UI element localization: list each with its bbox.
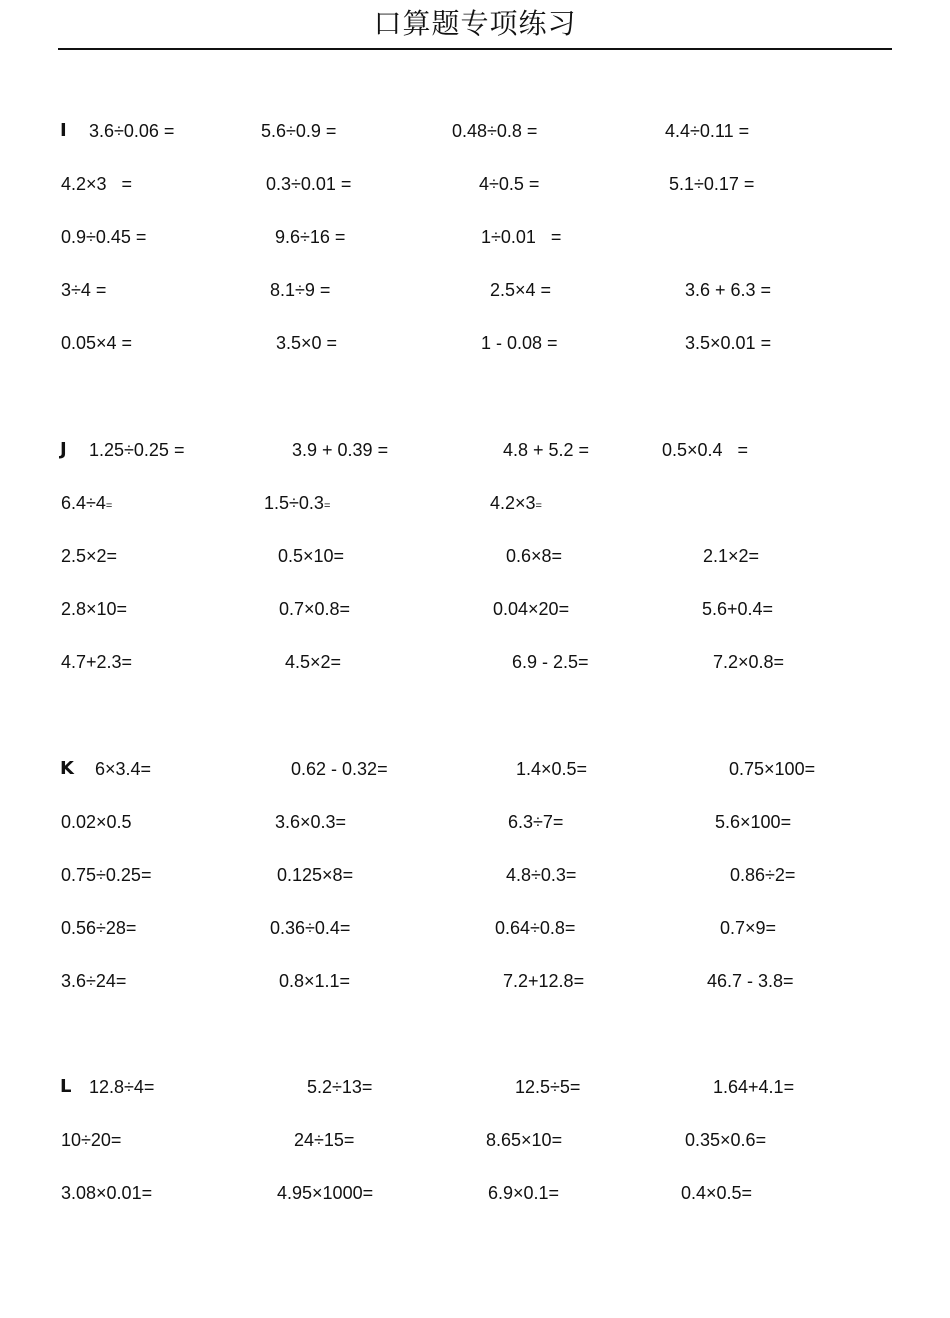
- problem-item: [61, 226, 146, 248]
- problem-item: [61, 173, 132, 195]
- problem-item: [294, 1129, 354, 1151]
- problem-text: 4.2×3 =: [61, 174, 133, 194]
- problem-text: 3.6×0.3=: [275, 812, 347, 832]
- problem-item: [61, 917, 136, 939]
- problem-text: 6.9 - 2.5=: [512, 652, 589, 672]
- problem-item: [270, 279, 330, 301]
- problem-text: 0.05×4 =: [61, 333, 133, 353]
- problem-text: 1 - 0.08 =: [481, 333, 558, 353]
- problem-text: 4.4÷0.11 =: [665, 121, 750, 141]
- problem-item: [488, 1182, 559, 1204]
- problem-item: [61, 811, 132, 833]
- problem-text: 4.2×3: [490, 493, 536, 513]
- problem-text: 0.125×8=: [277, 865, 354, 885]
- problem-item: [61, 545, 117, 567]
- problem-item: [662, 439, 748, 461]
- problem-text: 6.4÷4: [61, 493, 106, 513]
- small-equals: =: [105, 500, 113, 512]
- problem-text: 0.75×100=: [729, 759, 816, 779]
- problem-item: [89, 439, 184, 461]
- problem-item: [292, 439, 388, 461]
- problem-item: [685, 332, 771, 354]
- problem-text: 24÷15=: [294, 1130, 355, 1150]
- problem-text: 0.64÷0.8=: [495, 918, 576, 938]
- problem-item: [506, 545, 562, 567]
- problem-text: 3.6÷0.06 =: [89, 121, 175, 141]
- problem-text: 1.64+4.1=: [713, 1077, 795, 1097]
- problem-item: [277, 1182, 373, 1204]
- problem-item: [285, 651, 341, 673]
- problem-item: [266, 173, 351, 195]
- problem-text: 0.04×20=: [493, 599, 570, 619]
- problem-item: [515, 1076, 580, 1098]
- problem-item: [61, 279, 106, 301]
- problem-item: [481, 332, 558, 354]
- problem-text: 46.7 - 3.8=: [707, 971, 794, 991]
- problem-item: [264, 492, 330, 517]
- problem-text: 5.6+0.4=: [702, 599, 774, 619]
- problem-item: [703, 545, 759, 567]
- problem-item: [291, 758, 388, 780]
- problem-text: 4÷0.5 =: [479, 174, 540, 194]
- problem-item: [495, 917, 575, 939]
- problem-item: [508, 811, 563, 833]
- problem-text: 3.6 + 6.3 =: [685, 280, 772, 300]
- problem-text: 12.8÷4=: [89, 1077, 155, 1097]
- problem-text: 5.1÷0.17 =: [669, 174, 755, 194]
- problem-text: 2.5×4 =: [490, 280, 552, 300]
- problem-text: 1÷0.01 =: [481, 227, 562, 247]
- problem-item: [516, 758, 587, 780]
- problem-item: [715, 811, 791, 833]
- problem-text: 0.7×9=: [720, 918, 777, 938]
- problem-item: [481, 226, 561, 248]
- problem-item: [669, 173, 754, 195]
- problem-text: 4.8÷0.3=: [506, 865, 577, 885]
- problem-item: [278, 545, 344, 567]
- problem-item: [89, 120, 174, 142]
- problem-text: 3.5×0 =: [276, 333, 338, 353]
- section-marker: I: [60, 120, 67, 141]
- problem-text: 1.25÷0.25 =: [89, 440, 185, 460]
- section-marker: L: [60, 1076, 72, 1097]
- problem-item: [61, 651, 132, 673]
- problem-item: [61, 864, 151, 886]
- problem-item: [503, 439, 589, 461]
- problem-item: [503, 970, 584, 992]
- problem-item: [506, 864, 576, 886]
- problem-text: 7.2×0.8=: [713, 652, 785, 672]
- problem-text: 5.2÷13=: [307, 1077, 373, 1097]
- problem-text: 4.5×2=: [285, 652, 342, 672]
- problem-text: 2.1×2=: [703, 546, 760, 566]
- problem-item: [61, 970, 126, 992]
- problem-text: 2.8×10=: [61, 599, 128, 619]
- problem-item: [275, 811, 346, 833]
- problem-text: 0.35×0.6=: [685, 1130, 767, 1150]
- problem-text: 0.4×0.5=: [681, 1183, 753, 1203]
- problem-item: [307, 1076, 372, 1098]
- problem-item: [486, 1129, 562, 1151]
- title-divider: [58, 48, 892, 50]
- problem-text: 0.62 - 0.32=: [291, 759, 388, 779]
- problem-text: 6.3÷7=: [508, 812, 564, 832]
- problem-item: [279, 970, 350, 992]
- problem-text: 0.5×0.4 =: [662, 440, 749, 460]
- problem-text: 5.6×100=: [715, 812, 792, 832]
- problem-text: 12.5÷5=: [515, 1077, 581, 1097]
- problem-item: [270, 917, 350, 939]
- problem-text: 0.02×0.5: [61, 812, 132, 832]
- problem-text: 4.95×1000=: [277, 1183, 374, 1203]
- problem-item: [61, 492, 112, 517]
- problem-item: [275, 226, 345, 248]
- problem-item: [730, 864, 795, 886]
- problem-text: 1.4×0.5=: [516, 759, 588, 779]
- problem-item: [729, 758, 815, 780]
- problem-item: [713, 651, 784, 673]
- problem-text: 10÷20=: [61, 1130, 122, 1150]
- small-equals: =: [535, 500, 542, 512]
- problem-item: [261, 120, 336, 142]
- problem-item: [61, 332, 132, 354]
- problem-text: 0.7×0.8=: [279, 599, 351, 619]
- problem-text: 0.5×10=: [278, 546, 345, 566]
- small-equals: =: [323, 500, 331, 512]
- problem-text: 3.9 + 0.39 =: [292, 440, 389, 460]
- problem-item: [277, 864, 353, 886]
- problem-text: 5.6÷0.9 =: [261, 121, 337, 141]
- problem-item: [512, 651, 589, 673]
- problem-text: 8.1÷9 =: [270, 280, 331, 300]
- problem-text: 3÷4 =: [61, 280, 107, 300]
- problem-text: 0.6×8=: [506, 546, 563, 566]
- problem-text: 0.36÷0.4=: [270, 918, 351, 938]
- problem-item: [685, 279, 771, 301]
- problem-text: 6.9×0.1=: [488, 1183, 560, 1203]
- problem-text: 4.8 + 5.2 =: [503, 440, 590, 460]
- section-marker: J: [60, 439, 67, 460]
- problem-item: [61, 1129, 121, 1151]
- problem-text: 2.5×2=: [61, 546, 118, 566]
- problem-text: 6×3.4=: [95, 759, 152, 779]
- problem-item: [61, 1182, 152, 1204]
- problem-item: [276, 332, 337, 354]
- problem-text: 3.5×0.01 =: [685, 333, 772, 353]
- problem-item: [707, 970, 794, 992]
- problem-text: 0.86÷2=: [730, 865, 796, 885]
- problem-item: [89, 1076, 154, 1098]
- problem-item: [720, 917, 776, 939]
- problem-text: 0.8×1.1=: [279, 971, 351, 991]
- problem-text: 0.3÷0.01 =: [266, 174, 352, 194]
- problem-item: [493, 598, 569, 620]
- problem-item: [702, 598, 773, 620]
- problem-item: [665, 120, 749, 142]
- problem-item: [490, 279, 551, 301]
- problem-text: 0.75÷0.25=: [61, 865, 152, 885]
- problem-item: [61, 598, 127, 620]
- problem-text: 3.6÷24=: [61, 971, 127, 991]
- problem-text: 0.56÷28=: [61, 918, 137, 938]
- problem-item: [713, 1076, 794, 1098]
- problem-text: 0.9÷0.45 =: [61, 227, 147, 247]
- section-marker: K: [60, 758, 74, 779]
- problem-text: 1.5÷0.3: [264, 493, 324, 513]
- problem-item: [681, 1182, 752, 1204]
- problem-item: [279, 598, 350, 620]
- problem-text: 4.7+2.3=: [61, 652, 133, 672]
- problem-item: [685, 1129, 766, 1151]
- page-title: 口算题专项练习: [373, 7, 577, 40]
- problem-text: 3.08×0.01=: [61, 1183, 153, 1203]
- problem-text: 8.65×10=: [486, 1130, 563, 1150]
- problem-item: [95, 758, 151, 780]
- problem-text: 7.2+12.8=: [503, 971, 585, 991]
- problem-item: [452, 120, 537, 142]
- problem-text: 0.48÷0.8 =: [452, 121, 538, 141]
- problem-item: [490, 492, 542, 517]
- problem-item: [479, 173, 539, 195]
- problem-text: 9.6÷16 =: [275, 227, 346, 247]
